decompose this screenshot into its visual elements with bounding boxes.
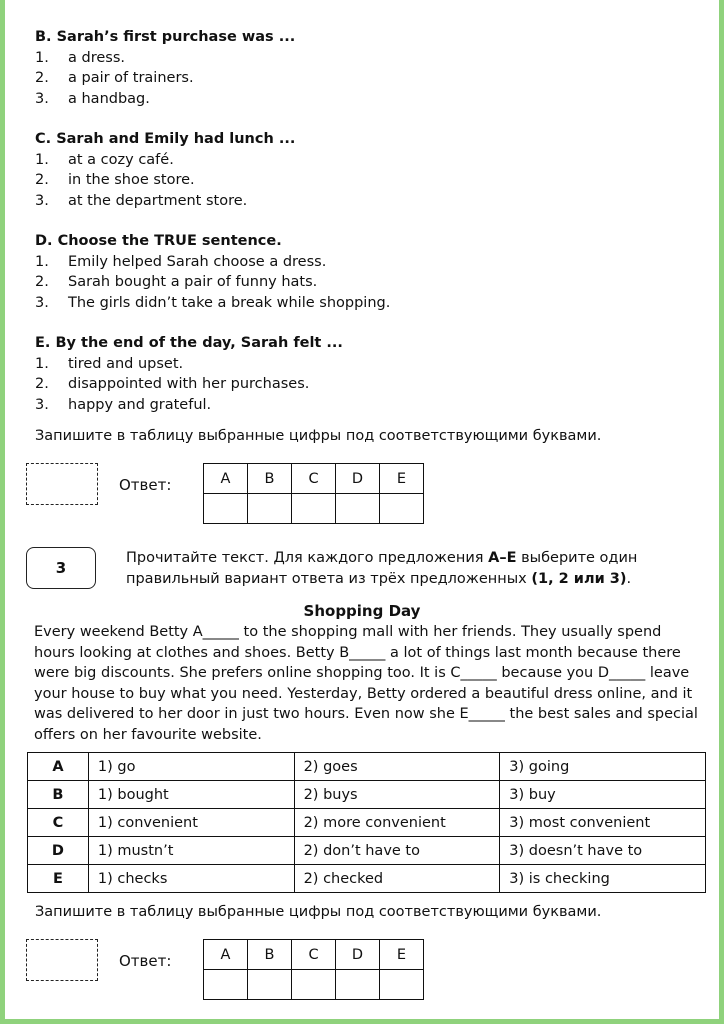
option-number: 1. [35,355,49,372]
option-cell: 3) doesn’t have to [500,837,706,865]
answer-cell[interactable] [336,494,380,524]
option-cell: 1) convenient [88,809,294,837]
answer-cell[interactable] [204,970,248,1000]
task-number: 3 [26,547,96,589]
row-key: E [28,865,89,893]
option-number: 3. [35,294,49,311]
row-key: C [28,809,89,837]
answer-cell[interactable] [204,494,248,524]
option-cell: 2) buys [294,781,500,809]
option-text: The girls didn’t take a break while shopping. [68,294,391,311]
option-cell: 2) goes [294,753,500,781]
answer-cell[interactable] [292,970,336,1000]
option-number: 3. [35,90,49,107]
option-item [35,252,390,273]
answer-table-3 [203,939,424,1000]
option-text: disappointed with her purchases. [68,376,310,392]
answer-cell[interactable] [380,494,424,524]
option-number: 2. [35,274,49,290]
worksheet-page [5,0,719,1019]
question [35,27,295,109]
instruction-2: Запишите в таблицу выбранные цифры под соответствующими буквами. [35,904,602,920]
row-key: A [28,753,89,781]
option-item [35,272,390,293]
option-cell: 2) more convenient [294,809,500,837]
col-b: B [248,464,292,494]
option-item [35,191,295,212]
col-d: D [336,464,380,494]
question [35,129,295,211]
option-item [35,89,295,110]
options-table [27,752,706,893]
answer-cell[interactable] [336,970,380,1000]
option-item [35,68,295,89]
table-row [28,837,706,865]
question [35,231,390,313]
answer-label-2: Ответ: [119,952,172,970]
option-cell: 3) is checking [500,865,706,893]
answer-cell[interactable] [248,970,292,1000]
option-text: a handbag. [68,90,150,107]
answer-cell[interactable] [248,494,292,524]
option-cell: 2) don’t have to [294,837,500,865]
option-text: in the shoe store. [68,172,195,188]
option-number: 1. [35,253,49,270]
option-cell: 3) most convenient [500,809,706,837]
table-row [28,809,706,837]
option-text: Emily helped Sarah choose a dress. [68,253,327,270]
option-text: at a cozy café. [68,151,174,168]
option-cell: 3) buy [500,781,706,809]
table-row [28,865,706,893]
option-cell: 1) mustn’t [88,837,294,865]
option-text: Sarah bought a pair of funny hats. [68,274,318,290]
option-item [35,48,295,69]
option-item [35,395,343,416]
score-box-2 [26,939,98,981]
option-cell: 1) bought [88,781,294,809]
col-a: A [204,464,248,494]
text-body: Every weekend Betty A_____ to the shopping mall with her friends. They usually spend hours looking at clothes and shoes. Betty B_____ a lot of things last month because there were big discounts. She prefers online shopping too. It is C_____ because you D_____ leave your house to buy what you need. Yesterday, Betty ordered a beautiful dress online, and it was delivered to her door in just two hours. Even now she E_____ the best sales and special offers on her favourite website. [34,624,698,743]
answer-table-2 [203,463,424,524]
task3-instruction: Прочитайте текст. Для каждого предложения A–E выберите один правильный вариант ответа из трёх предложенных (1, 2 или 3). [126,550,638,587]
option-text: at the department store. [68,192,248,209]
col-e: E [380,940,424,970]
option-number: 2. [35,376,49,392]
question-heading: B. Sarah’s first purchase was ... [35,29,296,45]
col-d: D [336,940,380,970]
option-item [35,374,343,395]
answer-cell[interactable] [292,494,336,524]
col-a: A [204,940,248,970]
question [35,333,343,415]
question-heading: D. Choose the TRUE sentence. [35,233,282,249]
question-heading: C. Sarah and Emily had lunch ... [35,131,296,147]
table-row [28,753,706,781]
option-cell: 3) going [500,753,706,781]
option-number: 2. [35,172,49,188]
option-cell: 1) go [88,753,294,781]
text-title: Shopping Day [303,602,421,620]
option-number: 3. [35,192,49,209]
option-item [35,170,295,191]
option-number: 1. [35,151,49,168]
score-box [26,463,98,505]
col-c: C [292,464,336,494]
instruction: Запишите в таблицу выбранные цифры под соответствующими буквами. [35,428,602,444]
option-text: happy and grateful. [68,396,212,413]
option-cell: 1) checks [88,865,294,893]
col-c: C [292,940,336,970]
col-e: E [380,464,424,494]
question-heading: E. By the end of the day, Sarah felt ... [35,335,343,351]
row-key: D [28,837,89,865]
option-number: 3. [35,396,49,413]
option-item [35,293,390,314]
option-item [35,150,295,171]
answer-label: Ответ: [119,476,172,494]
option-number: 2. [35,70,49,86]
option-item [35,354,343,375]
option-text: a dress. [68,49,125,66]
option-number: 1. [35,49,49,66]
option-cell: 2) checked [294,865,500,893]
col-b: B [248,940,292,970]
table-row [28,781,706,809]
row-key: B [28,781,89,809]
option-text: tired and upset. [68,355,184,372]
option-text: a pair of trainers. [68,70,194,86]
answer-cell[interactable] [380,970,424,1000]
